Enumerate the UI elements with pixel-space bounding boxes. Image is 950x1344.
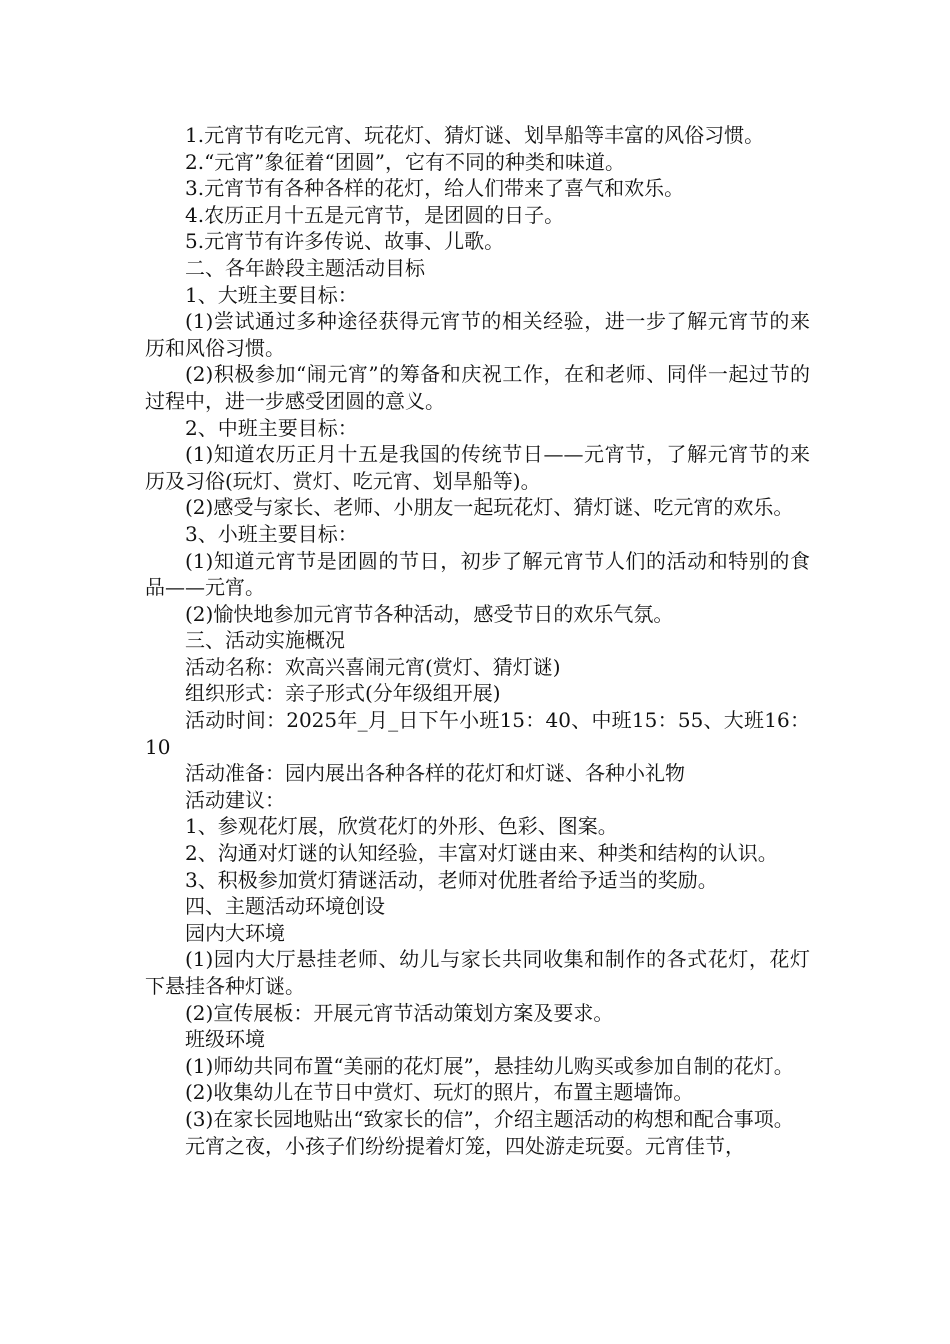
paragraph-custom-1: 1.元宵节有吃元宵、玩花灯、猜灯谜、划旱船等丰富的风俗习惯。 [185,123,765,147]
section-heading-environment: 四、主题活动环境创设 [185,894,385,919]
paragraph-custom-2: 2.“元宵”象征着“团圆”，它有不同的种类和味道。 [185,149,625,174]
closing-paragraph: 元宵之夜，小孩子们纷纷提着灯笼，四处游走玩耍。元宵佳节， [185,1133,745,1158]
activity-name: 活动名称：欢高兴喜闹元宵(赏灯、猜灯谜) [185,654,561,679]
suggestion-2: 2、沟通对灯谜的认知经验，丰富对灯谜由来、种类和结构的认识。 [185,841,778,866]
middle-goal-2: (2)感受与家长、老师、小朋友一起玩花灯、猜灯谜、吃元宵的欢乐。 [185,495,794,520]
class-item-3: (3)在家长园地贴出“致家长的信”，介绍主题活动的构想和配合事项。 [185,1106,794,1131]
campus-item-1: (1)园内大厅悬挂老师、幼儿与家长共同收集和制作的各式花灯，花灯下悬挂各种灯谜。 [145,947,810,998]
paragraph-custom-4: 4.农历正月十五是元宵节，是团圆的日子。 [185,202,565,227]
class-item-2: (2)收集幼儿在节日中赏灯、玩灯的照片，布置主题墙饰。 [185,1080,694,1105]
suggestion-3: 3、积极参加赏灯猜谜活动，老师对优胜者给予适当的奖励。 [185,867,718,892]
activity-format: 组织形式：亲子形式(分年级组开展) [185,681,501,706]
subheading-middle-class: 2、中班主要目标： [185,415,358,440]
activity-preparation: 活动准备：园内展出各种各样的花灯和灯谜、各种小礼物 [185,761,685,786]
junior-goal-2: (2)愉快地参加元宵节各种活动，感受节日的欢乐气氛。 [185,601,674,626]
subheading-junior-class: 3、小班主要目标： [185,521,358,546]
campus-item-2: (2)宣传展板：开展元宵节活动策划方案及要求。 [185,1000,614,1025]
paragraph-custom-5: 5.元宵节有许多传说、故事、儿歌。 [185,229,505,254]
junior-goal-1: (1)知道元宵节是团圆的节日，初步了解元宵节人们的活动和特别的食品——元宵。 [145,548,810,600]
subheading-senior-class: 1、大班主要目标： [185,282,358,307]
middle-goal-1: (1)知道农历正月十五是我国的传统节日——元宵节，了解元宵节的来历及习俗(玩灯、赏灯、吃元宵、划旱船等)。 [145,442,810,493]
senior-goal-1: (1)尝试通过多种途径获得元宵节的相关经验，进一步了解元宵节的来历和风俗习惯。 [145,309,810,360]
activity-time: 活动时间：2025年_月_日下午小班15：40、中班15：55、大班16：10 [145,708,810,759]
subheading-class-environment: 班级环境 [185,1027,265,1052]
activity-suggestions-heading: 活动建议： [185,787,285,812]
document-body [145,122,810,1159]
subheading-campus-environment: 园内大环境 [185,920,285,945]
suggestion-1: 1、参观花灯展，欣赏花灯的外形、色彩、图案。 [185,814,618,839]
paragraph-custom-3: 3.元宵节有各种各样的花灯，给人们带来了喜气和欢乐。 [185,176,685,201]
section-heading-implementation: 三、活动实施概况 [185,628,345,653]
senior-goal-2: (2)积极参加“闹元宵”的筹备和庆祝工作，在和老师、同伴一起过节的过程中，进一步感受团圆的意义。 [145,362,810,413]
class-item-1: (1)师幼共同布置“美丽的花灯展”，悬挂幼儿购买或参加自制的花灯。 [185,1053,794,1078]
section-heading-goals: 二、各年龄段主题活动目标 [185,255,425,280]
